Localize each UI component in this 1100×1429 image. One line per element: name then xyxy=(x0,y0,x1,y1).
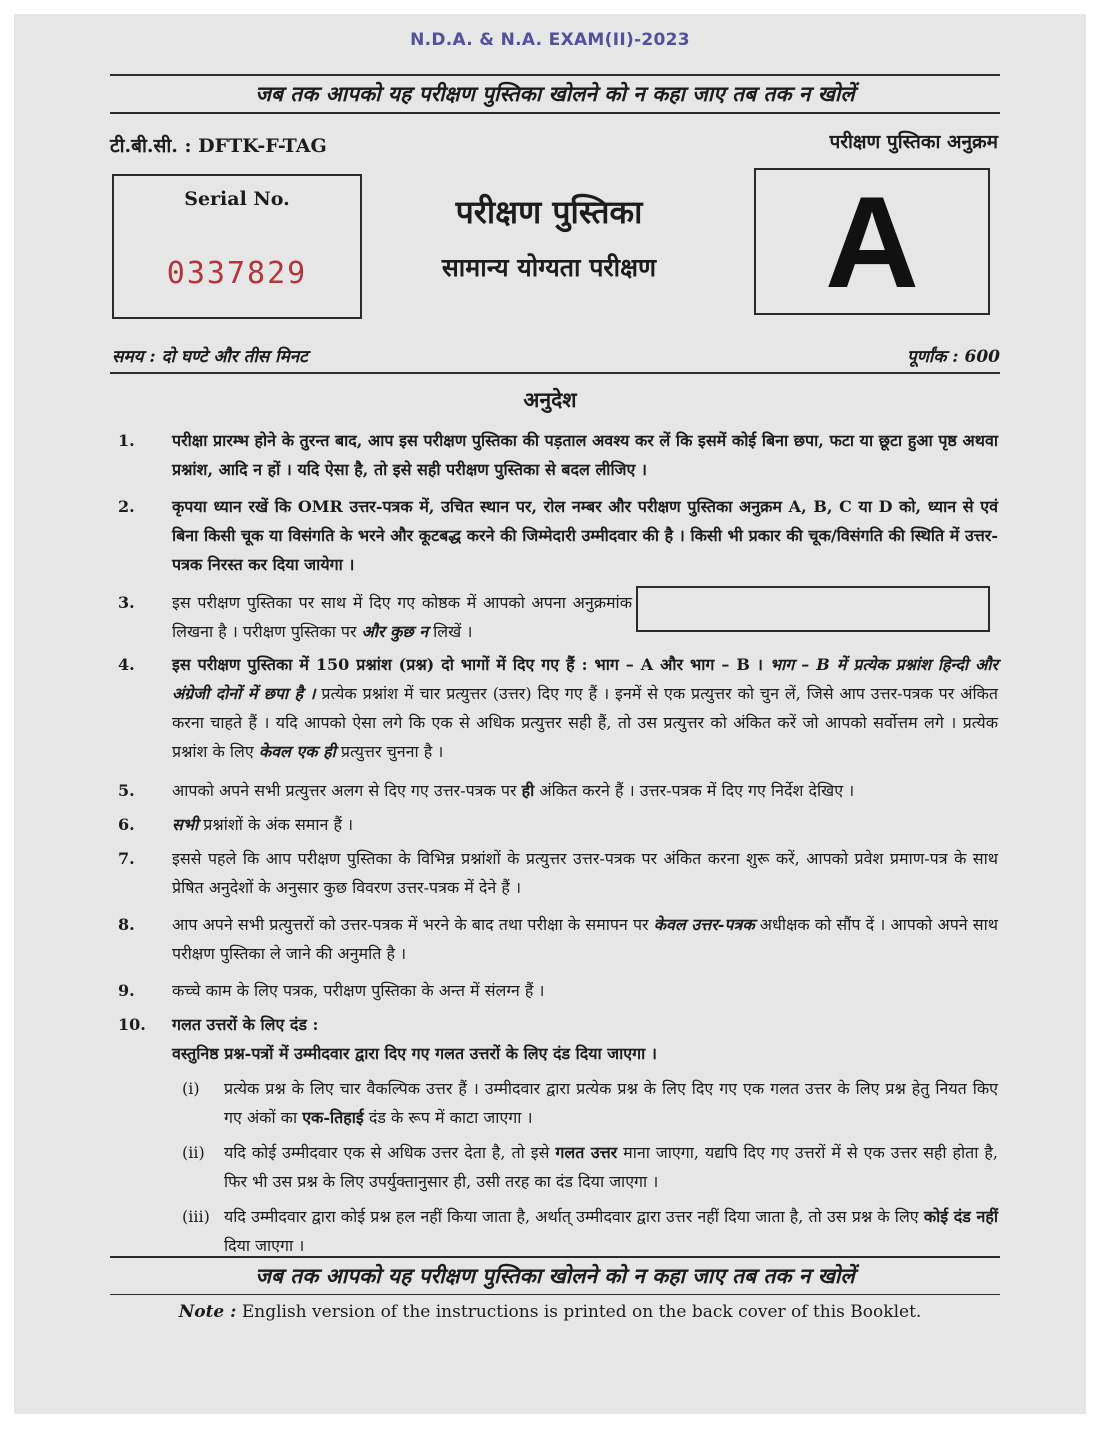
exam-header: N.D.A. & N.A. EXAM(II)-2023 xyxy=(410,30,690,50)
divider xyxy=(110,372,1000,374)
text-part: यदि कोई उम्मीदवार एक से अधिक उत्तर देता है, तो इसे xyxy=(224,1143,556,1162)
series-letter: A xyxy=(825,168,919,315)
sub-item-number: (i) xyxy=(182,1079,200,1098)
divider xyxy=(110,1256,1000,1258)
emphasis-text: एक-तिहाई xyxy=(302,1108,364,1127)
item-text xyxy=(172,588,632,646)
text-part: दिया जाएगा । xyxy=(224,1236,305,1255)
text-part: प्रत्युत्तर चुनना है । xyxy=(335,742,444,761)
note-text: English version of the instructions is printed on the back cover of this Booklet. xyxy=(236,1302,922,1322)
item-text: परीक्षा प्रारम्भ होने के तुरन्त बाद, आप इस परीक्षण पुस्तिका की पड़ताल अवश्य कर लें कि इसमें कोई बिना छपा, फटा या छूटा हुआ पृष्ठ अथवा प्रश्नांश, आदि न हों । यदि ऐसा है, तो इसे सही परीक्षण पुस्तिका से बदल लीजिए । xyxy=(172,431,998,479)
serial-label: Serial No. xyxy=(184,188,290,210)
instruction-item xyxy=(118,492,998,579)
maximum-marks: पूर्णांक : 600 xyxy=(906,347,1000,367)
item-number: 7. xyxy=(118,849,135,868)
emphasis-text: भाग – B में प्रत्येक प्रश्नांश हिन्दी और अंग्रेजी दोनों में छपा है । xyxy=(172,655,999,703)
text-part: दंड के रूप में काटा जाएगा । xyxy=(363,1108,533,1127)
booklet-title: परीक्षण पुस्तिका xyxy=(455,193,643,231)
english-note xyxy=(14,1302,1086,1322)
item-number: 9. xyxy=(118,981,135,1000)
emphasis-text: केवल उत्तर-पत्रक xyxy=(653,915,755,934)
item-title: गलत उत्तरों के लिए दंड : xyxy=(172,1015,319,1034)
text-part: आप अपने सभी प्रत्युत्तरों को उत्तर-पत्रक में भरने के बाद तथा परीक्षा के समापन पर xyxy=(172,915,654,934)
divider xyxy=(110,1294,1000,1295)
item-number: 3. xyxy=(118,593,135,612)
text-part: इस परीक्षण पुस्तिका पर साथ में दिए गए कोष्ठक में आपको अपना अनुक्रमांक लिखना है । परीक्षण पुस्तिका पर xyxy=(172,593,632,641)
text-part: इस परीक्षण पुस्तिका में 150 प्रश्नांश (प्रश्न) दो भागों में दिए गए हैं : भाग – A और भाग – B । xyxy=(172,655,770,674)
sub-item-number: (iii) xyxy=(182,1207,210,1226)
instruction-item xyxy=(118,776,998,805)
emphasis-text: गलत उत्तर xyxy=(555,1143,618,1162)
instructions-heading: अनुदेश xyxy=(523,387,577,412)
sub-item xyxy=(182,1138,998,1196)
item-number: 8. xyxy=(118,915,135,934)
item-text xyxy=(172,810,998,839)
top-warning-banner: जब तक आपको यह परीक्षण पुस्तिका खोलने को न कहा जाए तब तक न खोलें xyxy=(255,81,855,106)
text-part: प्रश्नांशों के अंक समान हैं । xyxy=(198,815,354,834)
sub-item xyxy=(182,1202,998,1260)
item-number: 1. xyxy=(118,431,135,450)
text-part: आपको अपने सभी प्रत्युत्तर अलग से दिए गए उत्तर-पत्रक पर xyxy=(172,781,522,800)
instruction-item xyxy=(118,910,998,968)
serial-number-box xyxy=(112,174,362,319)
serial-number: 0337829 xyxy=(166,256,308,291)
item-text xyxy=(172,650,998,766)
sub-item-text xyxy=(224,1074,998,1132)
emphasis-text: केवल एक ही xyxy=(258,742,336,761)
instruction-item xyxy=(118,1010,998,1068)
text-part: माना जाएगा, यद्यपि दिए गए उत्तरों में से एक उत्तर सही होता है, फिर भी उस प्रश्न के लिए उपर्युक्तानुसार ही, उसी तरह का दंड दिया जाएगा । xyxy=(224,1143,999,1191)
text-part: अंकित करने हैं । उत्तर-पत्रक में दिए गए निर्देश देखिए । xyxy=(534,781,855,800)
divider xyxy=(110,74,1000,76)
sub-item xyxy=(182,1074,998,1132)
item-text: वस्तुनिष्ठ प्रश्न-पत्रों में उम्मीदवार द्वारा दिए गए गलत उत्तरों के लिए दंड दिया जाएगा । xyxy=(172,1044,657,1063)
instruction-item xyxy=(118,810,998,839)
item-number: 10. xyxy=(118,1015,146,1034)
item-text: कृपया ध्यान रखें कि OMR उत्तर-पत्रक में, उचित स्थान पर, रोल नम्बर और परीक्षण पुस्तिका अनुक्रम A, B, C या D को, ध्यान से एवं बिना किसी चूक या विसंगति के भरने और कूटबद्ध करने की जिम्मेदारी उम्मीदवार की है । किसी भी प्रकार की चूक/विसंगति की स्थिति में उत्तर-पत्रक निरस्त कर दिया जायेगा । xyxy=(172,497,998,574)
text-part: प्रत्येक प्रश्न के लिए चार वैकल्पिक उत्तर हैं । उम्मीदवार द्वारा प्रत्येक प्रश्न के लिए दिए गए एक गलत उत्तर के लिए प्रश्न हेतु नियत किए गए अंकों का xyxy=(224,1079,998,1127)
instruction-item xyxy=(118,650,998,766)
series-box xyxy=(754,168,990,315)
sub-item-text xyxy=(224,1138,998,1196)
emphasis-text: और कुछ न xyxy=(361,622,429,641)
note-label: Note : xyxy=(178,1302,237,1322)
item-text xyxy=(172,776,998,805)
emphasis-text: सभी xyxy=(172,815,199,834)
booklet-subtitle: सामान्य योग्यता परीक्षण xyxy=(441,253,657,282)
item-text: कच्चे काम के लिए पत्रक, परीक्षण पुस्तिका के अन्त में संलग्न हैं । xyxy=(172,981,545,1000)
text-part: प्रत्येक प्रश्नांश में चार प्रत्युत्तर (उत्तर) दिए गए हैं । इनमें से एक प्रत्युत्तर को चुन लें, जिसे आप उत्तर-पत्रक पर अंकित करना चाहते हैं । यदि आपको ऐसा लगे कि एक से अधिक प्रत्युत्तर सही हैं, तो उस प्रत्युत्तर को अंकित करें जो आपको सर्वोत्तम लगे । प्रत्येक प्रश्नांश के लिए xyxy=(172,684,999,761)
item-text xyxy=(172,910,998,968)
sub-item-text xyxy=(224,1202,998,1260)
instruction-item xyxy=(118,844,998,902)
item-number: 2. xyxy=(118,497,135,516)
instruction-item xyxy=(118,426,998,484)
instruction-item xyxy=(118,976,998,1005)
tbc-code: टी.बी.सी. : DFTK-F-TAG xyxy=(110,135,327,157)
time-allowed: समय : दो घण्टे और तीस मिनट xyxy=(112,347,308,367)
text-part: यदि उम्मीदवार द्वारा कोई प्रश्न हल नहीं किया जाता है, अर्थात् उम्मीदवार द्वारा उत्तर नहीं दिया जाता है, तो उस प्रश्न के लिए xyxy=(224,1207,924,1226)
text-part: अधीक्षक को सौंप दें । आपको अपने साथ परीक्षण पुस्तिका ले जाने की अनुमति है । xyxy=(172,915,998,963)
sub-item-number: (ii) xyxy=(182,1143,205,1162)
divider xyxy=(110,112,1000,114)
booklet-cover xyxy=(14,14,1086,1414)
emphasis-text: ही xyxy=(521,781,535,800)
item-text: इससे पहले कि आप परीक्षण पुस्तिका के विभिन्न प्रश्नांशों के प्रत्युत्तर उत्तर-पत्रक पर अंकित करना शुरू करें, आपको प्रवेश प्रमाण-पत्र के साथ प्रेषित अनुदेशों के अनुसार कुछ विवरण उत्तर-पत्रक में देने हैं । xyxy=(172,849,998,897)
bottom-warning-banner: जब तक आपको यह परीक्षण पुस्तिका खोलने को न कहा जाए तब तक न खोलें xyxy=(255,1263,855,1288)
item-number: 5. xyxy=(118,781,135,800)
roll-number-box[interactable] xyxy=(636,586,990,632)
item-number: 6. xyxy=(118,815,135,834)
emphasis-text: कोई दंड नहीं xyxy=(923,1207,998,1226)
series-label: परीक्षण पुस्तिका अनुक्रम xyxy=(829,131,998,153)
item-number: 4. xyxy=(118,655,135,674)
text-part: लिखें । xyxy=(428,622,473,641)
